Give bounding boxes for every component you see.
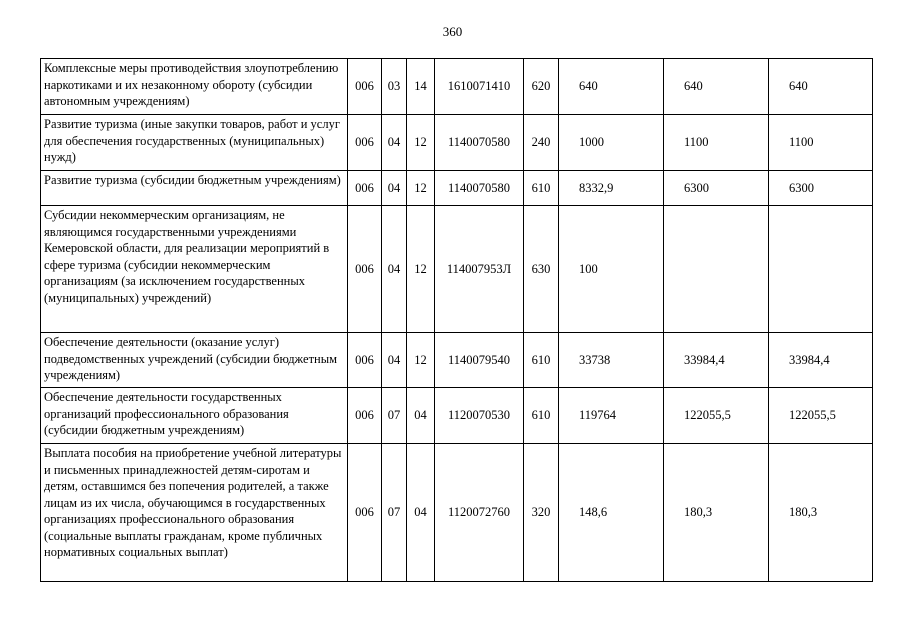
table-row xyxy=(41,115,873,171)
target-article-cell: 1140079540 xyxy=(435,333,524,388)
amount-year-3-cell: 6300 xyxy=(769,171,873,206)
amount-year-1-cell: 100 xyxy=(559,206,664,333)
row-name-cell: Обеспечение деятельности (оказание услуг) подведомственных учреждений (субсидии бюджетным учреждениям) xyxy=(41,333,348,388)
amount-year-1-cell: 33738 xyxy=(559,333,664,388)
amount-year-3-cell: 33984,4 xyxy=(769,333,873,388)
subsection-code-cell: 12 xyxy=(407,171,435,206)
ministry-code-cell: 006 xyxy=(348,388,382,444)
row-name-cell: Развитие туризма (субсидии бюджетным учреждениям) xyxy=(41,171,348,206)
subsection-code-cell: 04 xyxy=(407,388,435,444)
amount-year-1-cell: 148,6 xyxy=(559,444,664,582)
amount-year-3-cell xyxy=(769,206,873,333)
row-name-cell: Обеспечение деятельности государственных организаций профессионального образования (субсидии бюджетным учреждениям) xyxy=(41,388,348,444)
amount-year-2-cell: 6300 xyxy=(664,171,769,206)
expense-kind-cell: 610 xyxy=(524,171,559,206)
subsection-code-cell: 04 xyxy=(407,444,435,582)
table-row xyxy=(41,206,873,333)
amount-year-1-cell: 640 xyxy=(559,59,664,115)
ministry-code-cell: 006 xyxy=(348,444,382,582)
expense-kind-cell: 610 xyxy=(524,333,559,388)
expense-kind-cell: 620 xyxy=(524,59,559,115)
subsection-code-cell: 12 xyxy=(407,333,435,388)
table-row xyxy=(41,444,873,582)
amount-year-1-cell: 1000 xyxy=(559,115,664,171)
row-name-cell: Субсидии некоммерческим организациям, не являющимся государственными учреждениями Кемеровской области, для реализации мероприятий в сфере туризма (субсидии некоммерческим организациям (за исключением государственных (муниципальных) учреждений) xyxy=(41,206,348,333)
table-row xyxy=(41,388,873,444)
table-row xyxy=(41,333,873,388)
expense-kind-cell: 320 xyxy=(524,444,559,582)
expense-kind-cell: 240 xyxy=(524,115,559,171)
table-body xyxy=(41,59,873,582)
ministry-code-cell: 006 xyxy=(348,59,382,115)
target-article-cell: 1610071410 xyxy=(435,59,524,115)
section-code-cell: 04 xyxy=(382,171,407,206)
amount-year-3-cell: 122055,5 xyxy=(769,388,873,444)
page-number: 360 xyxy=(442,24,463,39)
section-code-cell: 04 xyxy=(382,206,407,333)
section-code-cell: 07 xyxy=(382,388,407,444)
ministry-code-cell: 006 xyxy=(348,115,382,171)
amount-year-2-cell: 180,3 xyxy=(664,444,769,582)
amount-year-2-cell: 1100 xyxy=(664,115,769,171)
target-article-cell: 1140070580 xyxy=(435,171,524,206)
amount-year-1-cell: 8332,9 xyxy=(559,171,664,206)
target-article-cell: 1120072760 xyxy=(435,444,524,582)
ministry-code-cell: 006 xyxy=(348,171,382,206)
table-row xyxy=(41,59,873,115)
subsection-code-cell: 14 xyxy=(407,59,435,115)
ministry-code-cell: 006 xyxy=(348,206,382,333)
subsection-code-cell: 12 xyxy=(407,115,435,171)
section-code-cell: 03 xyxy=(382,59,407,115)
target-article-cell: 1140070580 xyxy=(435,115,524,171)
amount-year-3-cell: 180,3 xyxy=(769,444,873,582)
amount-year-2-cell: 122055,5 xyxy=(664,388,769,444)
subsection-code-cell: 12 xyxy=(407,206,435,333)
section-code-cell: 07 xyxy=(382,444,407,582)
amount-year-3-cell: 640 xyxy=(769,59,873,115)
expense-kind-cell: 610 xyxy=(524,388,559,444)
amount-year-3-cell: 1100 xyxy=(769,115,873,171)
target-article-cell: 114007953Л xyxy=(435,206,524,333)
ministry-code-cell: 006 xyxy=(348,333,382,388)
section-code-cell: 04 xyxy=(382,333,407,388)
target-article-cell: 1120070530 xyxy=(435,388,524,444)
expense-kind-cell: 630 xyxy=(524,206,559,333)
table-row xyxy=(41,171,873,206)
section-code-cell: 04 xyxy=(382,115,407,171)
row-name-cell: Развитие туризма (иные закупки товаров, работ и услуг для обеспечения государственных (муниципальных) нужд) xyxy=(41,115,348,171)
row-name-cell: Выплата пособия на приобретение учебной литературы и письменных принадлежностей детям-сиротам и детям, оставшимся без попечения родителей, а также лицам из их числа, обучающимся в государственных организациях профессионального образования (социальные выплаты гражданам, кроме публичных нормативных социальных выплат) xyxy=(41,444,348,582)
amount-year-2-cell: 640 xyxy=(664,59,769,115)
row-name-cell: Комплексные меры противодействия злоупотреблению наркотиками и их незаконному обороту (субсидии автономным учреждениям) xyxy=(41,59,348,115)
budget-table xyxy=(40,58,873,582)
amount-year-2-cell xyxy=(664,206,769,333)
amount-year-1-cell: 119764 xyxy=(559,388,664,444)
amount-year-2-cell: 33984,4 xyxy=(664,333,769,388)
